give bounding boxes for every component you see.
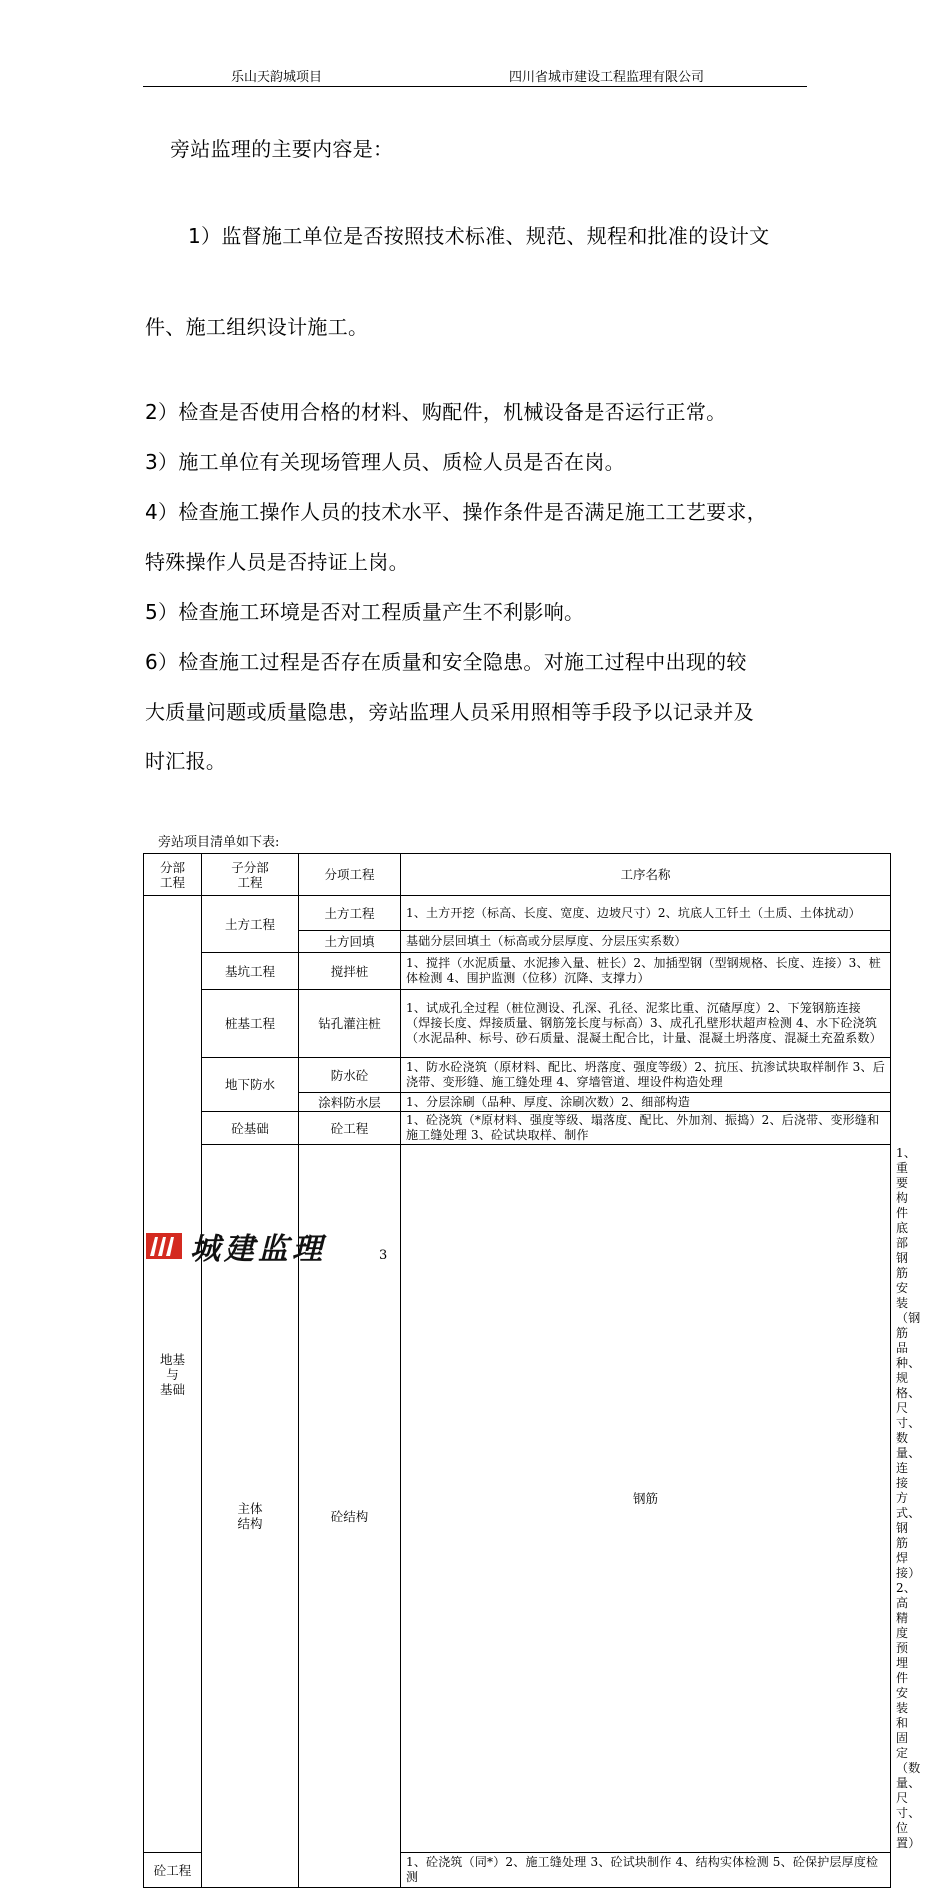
table-row: [144, 1058, 891, 1093]
logo-text: 城建监理: [190, 1232, 326, 1267]
item-bored-pile: 钻孔灌注桩: [299, 990, 401, 1058]
company-logo: [146, 1227, 326, 1265]
item-waterproof-concrete: 防水砼: [299, 1058, 401, 1093]
sub-concrete-foundation: 砼基础: [202, 1112, 299, 1145]
procedure-concrete-work-2: 1、砼浇筑（同*）2、施工缝处理 3、砼试块制作 4、结构实体检测 5、砼保护层厚度检测: [401, 1853, 891, 1888]
header-subdivision: 子分部 工程: [202, 854, 299, 896]
procedure-waterproof-concrete: 1、防水砼浇筑（原材料、配比、坍落度、强度等级）2、抗压、抗渗试块取样制作 3、后浇带、变形缝、施工缝处理 4、穿墙管道、埋设件构造处理: [401, 1058, 891, 1093]
table-row: [144, 953, 891, 990]
table-title: 旁站项目清单如下表:: [158, 835, 280, 850]
item-2: 2）检查是否使用合格的材料、购配件，机械设备是否运行正常。: [145, 400, 727, 424]
sub-concrete-structure: 砼结构: [299, 1145, 401, 1888]
item-4-line-2: 特殊操作人员是否持证上岗。: [145, 550, 409, 574]
table-row: [144, 990, 891, 1058]
procedure-backfill: 基础分层回填土（标高或分层厚度、分层压实系数）: [401, 931, 891, 953]
page-header: [143, 64, 807, 87]
item-1-line-1: 1）监督施工单位是否按照技术标准、规范、规程和批准的设计文: [188, 224, 770, 248]
header-procedure: 工序名称: [401, 854, 891, 896]
sub-pile: 桩基工程: [202, 990, 299, 1058]
item-1-line-2: 件、施工组织设计施工。: [145, 315, 369, 339]
header-division: 分部 工程: [144, 854, 202, 896]
sub-earthwork: 土方工程: [202, 896, 299, 953]
sub-waterproof: 地下防水: [202, 1058, 299, 1112]
table-row: [144, 896, 891, 931]
sub-pit: 基坑工程: [202, 953, 299, 990]
item-earthwork: 土方工程: [299, 896, 401, 931]
header-company-name: 四川省城市建设工程监理有限公司: [509, 70, 705, 85]
page-number: 3: [379, 1248, 388, 1263]
item-4-line-1: 4）检查施工操作人员的技术水平、操作条件是否满足施工工艺要求，: [145, 500, 768, 524]
procedure-mixing-pile: 1、搅拌（水泥质量、水泥掺入量、桩长）2、加插型钢（型钢规格、长度、连接）3、桩体检测 4、围护监测（位移）沉降、支撑力）: [401, 953, 891, 990]
item-5: 5）检查施工环境是否对工程质量产生不利影响。: [145, 600, 585, 624]
intro-line: 旁站监理的主要内容是：: [170, 137, 394, 161]
item-concrete-work-2: 砼工程: [144, 1853, 202, 1888]
item-6-line-2: 大质量问题或质量隐患，旁站监理人员采用照相等手段予以记录并及: [145, 700, 754, 724]
supervision-items-table: [143, 853, 921, 1888]
logo-mark-icon: [146, 1231, 182, 1261]
table-row: [144, 1112, 891, 1145]
group-foundation: 地基 与 基础: [144, 896, 202, 1853]
item-concrete-work-1: 砼工程: [299, 1112, 401, 1145]
item-rebar: 钢筋: [401, 1145, 891, 1853]
item-6-line-3: 时汇报。: [145, 749, 227, 773]
procedure-earthwork: 1、土方开挖（标高、长度、宽度、边坡尺寸）2、坑底人工钎土（土质、土体扰动）: [401, 896, 891, 931]
item-backfill: 土方回填: [299, 931, 401, 953]
table-header-row: [144, 854, 891, 896]
item-6-line-1: 6）检查施工过程是否存在质量和安全隐患。对施工过程中出现的较: [145, 650, 747, 674]
header-item: 分项工程: [299, 854, 401, 896]
group-main-structure: 主体 结构: [202, 1145, 299, 1888]
procedure-coating-layer: 1、分层涂刷（品种、厚度、涂刷次数）2、细部构造: [401, 1093, 891, 1112]
procedure-concrete-work-1: 1、砼浇筑（*原材料、强度等级、塌落度、配比、外加剂、振捣）2、后浇带、变形缝和施工缝处理 3、砼试块取样、制作: [401, 1112, 891, 1145]
item-coating-layer: 涂料防水层: [299, 1093, 401, 1112]
table-row: 主体 结构 砼结构 钢筋 1、重要构件底部钢筋安装（钢筋品种、规格、尺寸、数量、连接方式、钢筋焊接）2、高精度预埋件安装和固定（数量、尺寸、位置）: [144, 1145, 891, 1853]
header-project-name: 乐山天韵城项目: [231, 70, 323, 85]
procedure-bored-pile: 1、试成孔全过程（桩位测设、孔深、孔径、泥浆比重、沉碴厚度）2、下笼钢筋连接（焊接长度、焊接质量、钢筋笼长度与标高）3、成孔孔壁形状超声检测 4、水下砼浇筑（水泥品种、标号、砂石质量、混凝土配合比，计量、混凝土坍落度、混凝土充盈系数）: [401, 990, 891, 1058]
item-mixing-pile: 搅拌桩: [299, 953, 401, 990]
item-3: 3）施工单位有关现场管理人员、质检人员是否在岗。: [145, 450, 625, 474]
